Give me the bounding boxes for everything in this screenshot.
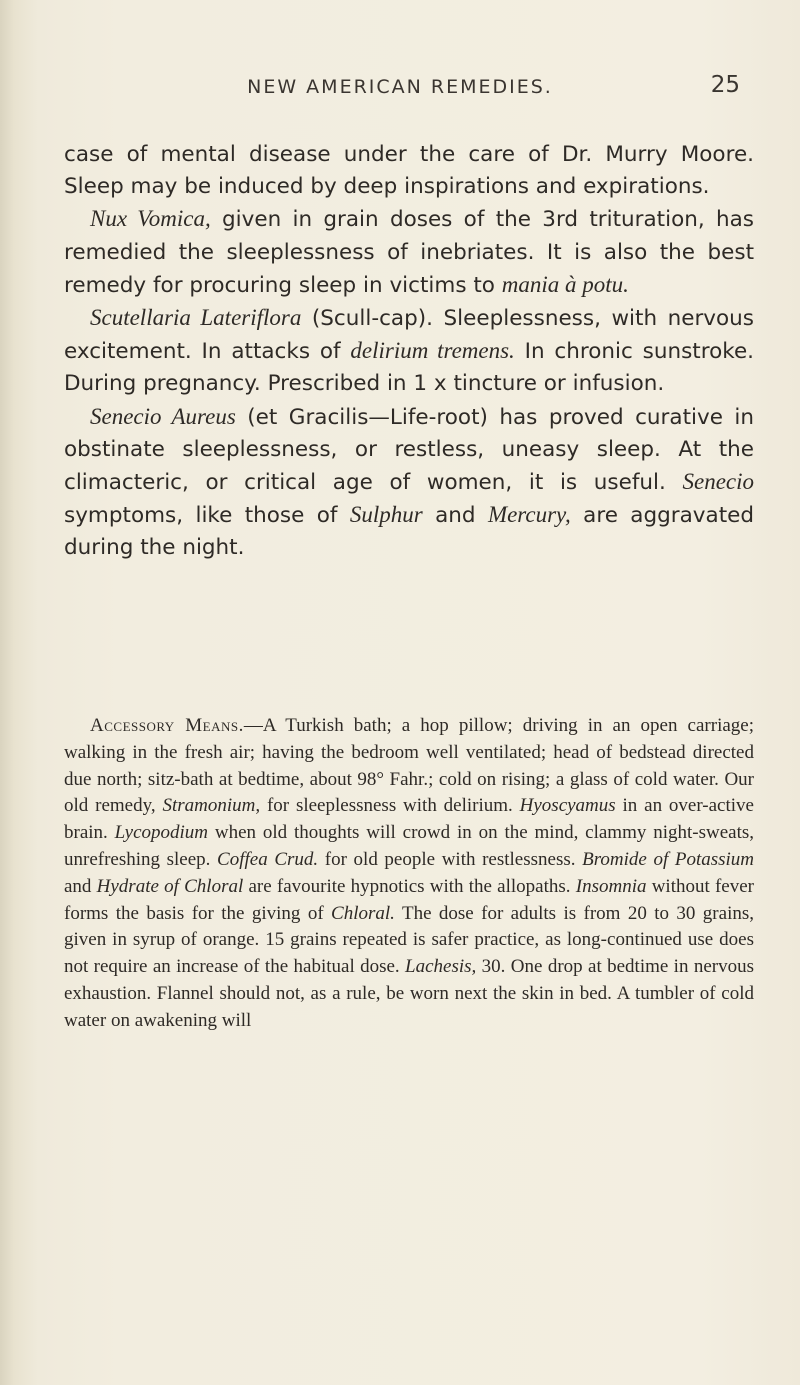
italic-term: mania à potu. xyxy=(501,271,629,297)
italic-term: Lycopodium xyxy=(114,822,209,844)
paragraph-text: 30. One drop at bedtime in nervous exhaustion. Flannel should not, as a rule, be worn next the skin in bed. A tumbler of cold water on awakening will xyxy=(64,956,754,1031)
paragraph-text: when old thoughts will crowd in on the mind, clammy night-sweats, unrefreshing sleep. xyxy=(64,822,754,870)
paragraph-scutellaria xyxy=(64,302,754,401)
paragraph-accessory-means xyxy=(64,713,754,1035)
remedy-name: Senecio Aureus xyxy=(90,403,236,429)
italic-term: Stramonium, xyxy=(162,795,261,817)
remedy-name: Nux Vomica, xyxy=(90,206,211,232)
italic-term: Hyoscyamus xyxy=(519,795,616,817)
paragraph-nux-vomica xyxy=(64,203,754,302)
italic-term: Sulphur xyxy=(349,502,423,528)
paragraph-text: (et Gracilis—Life-root) has proved curative in obstinate sleeplessness, or restless, uneasy sleep. At the climacteric, or critical age of women, it is useful. xyxy=(64,404,754,496)
paragraph-text: symptoms, like those of xyxy=(64,503,350,529)
paragraph-text: for sleeplessness with delirium. xyxy=(260,795,520,817)
paragraph-text: The dose for adults is from 20 to 30 grains, given in syrup of orange. 15 grains repeated is safer practice, as long-continued use does not require an increase of the habitual dose. xyxy=(64,902,754,978)
paragraph-text: without fever forms the basis for the giving of xyxy=(64,875,754,924)
paragraph-text: In chronic sunstroke. During pregnancy. Prescribed in 1 x tincture or infusion. xyxy=(64,339,755,397)
page-header xyxy=(0,72,800,106)
paragraph-text: in an over-active brain. xyxy=(64,795,754,844)
paragraph-text: case of mental disease under the care of Dr. Murry Moore. Sleep may be induced by deep inspirations and expirations. xyxy=(64,142,754,200)
paragraph-text: —A Turkish bath; a hop pillow; driving in an open carriage; walking in the fresh air; having the bedroom well ventilated; head of bedstead directed due north; sitz-bath at bedtime, about 98° Fahr.; cold on rising; a glass of cold water. Our old remedy, xyxy=(64,715,754,817)
italic-term: delirium tremens. xyxy=(350,338,515,364)
paragraph-senecio xyxy=(64,401,754,565)
paragraph-text: and xyxy=(64,875,97,897)
italic-term: Insomnia xyxy=(575,875,647,897)
italic-term: Hydrate of Chloral xyxy=(96,875,244,897)
paragraph-text: given in grain doses of the 3rd trituration, has remedied the sleeplessness of inebriates. It is also the best remedy for procuring sleep in victims to xyxy=(64,207,754,298)
accessory-means-section xyxy=(64,713,754,1035)
paragraph-text: for old people with restlessness. xyxy=(318,848,583,870)
paragraph-continuation xyxy=(64,139,754,203)
paragraph-text: (Scull-cap). Sleeplessness, with nervous excitement. In attacks of xyxy=(64,306,755,365)
paragraph-text: are favourite hypnotics with the allopaths. xyxy=(243,875,576,897)
italic-term: Bromide of Potassium xyxy=(582,848,755,870)
italic-term: Lachesis, xyxy=(405,956,477,978)
running-title: NEW AMERICAN REMEDIES. xyxy=(247,76,553,98)
body-text xyxy=(64,139,754,565)
remedy-name: Scutellaria Lateriflora xyxy=(90,305,302,331)
section-lead: Accessory Means. xyxy=(90,715,244,736)
page-number: 25 xyxy=(710,72,740,98)
italic-term: Chloral. xyxy=(331,902,395,924)
paragraph-text: and xyxy=(422,503,488,529)
paragraph-text: are aggravated during the night. xyxy=(64,503,754,561)
italic-term: Coffea Crud. xyxy=(217,848,319,870)
italic-term: Senecio xyxy=(682,469,754,495)
italic-term: Mercury, xyxy=(487,502,571,528)
